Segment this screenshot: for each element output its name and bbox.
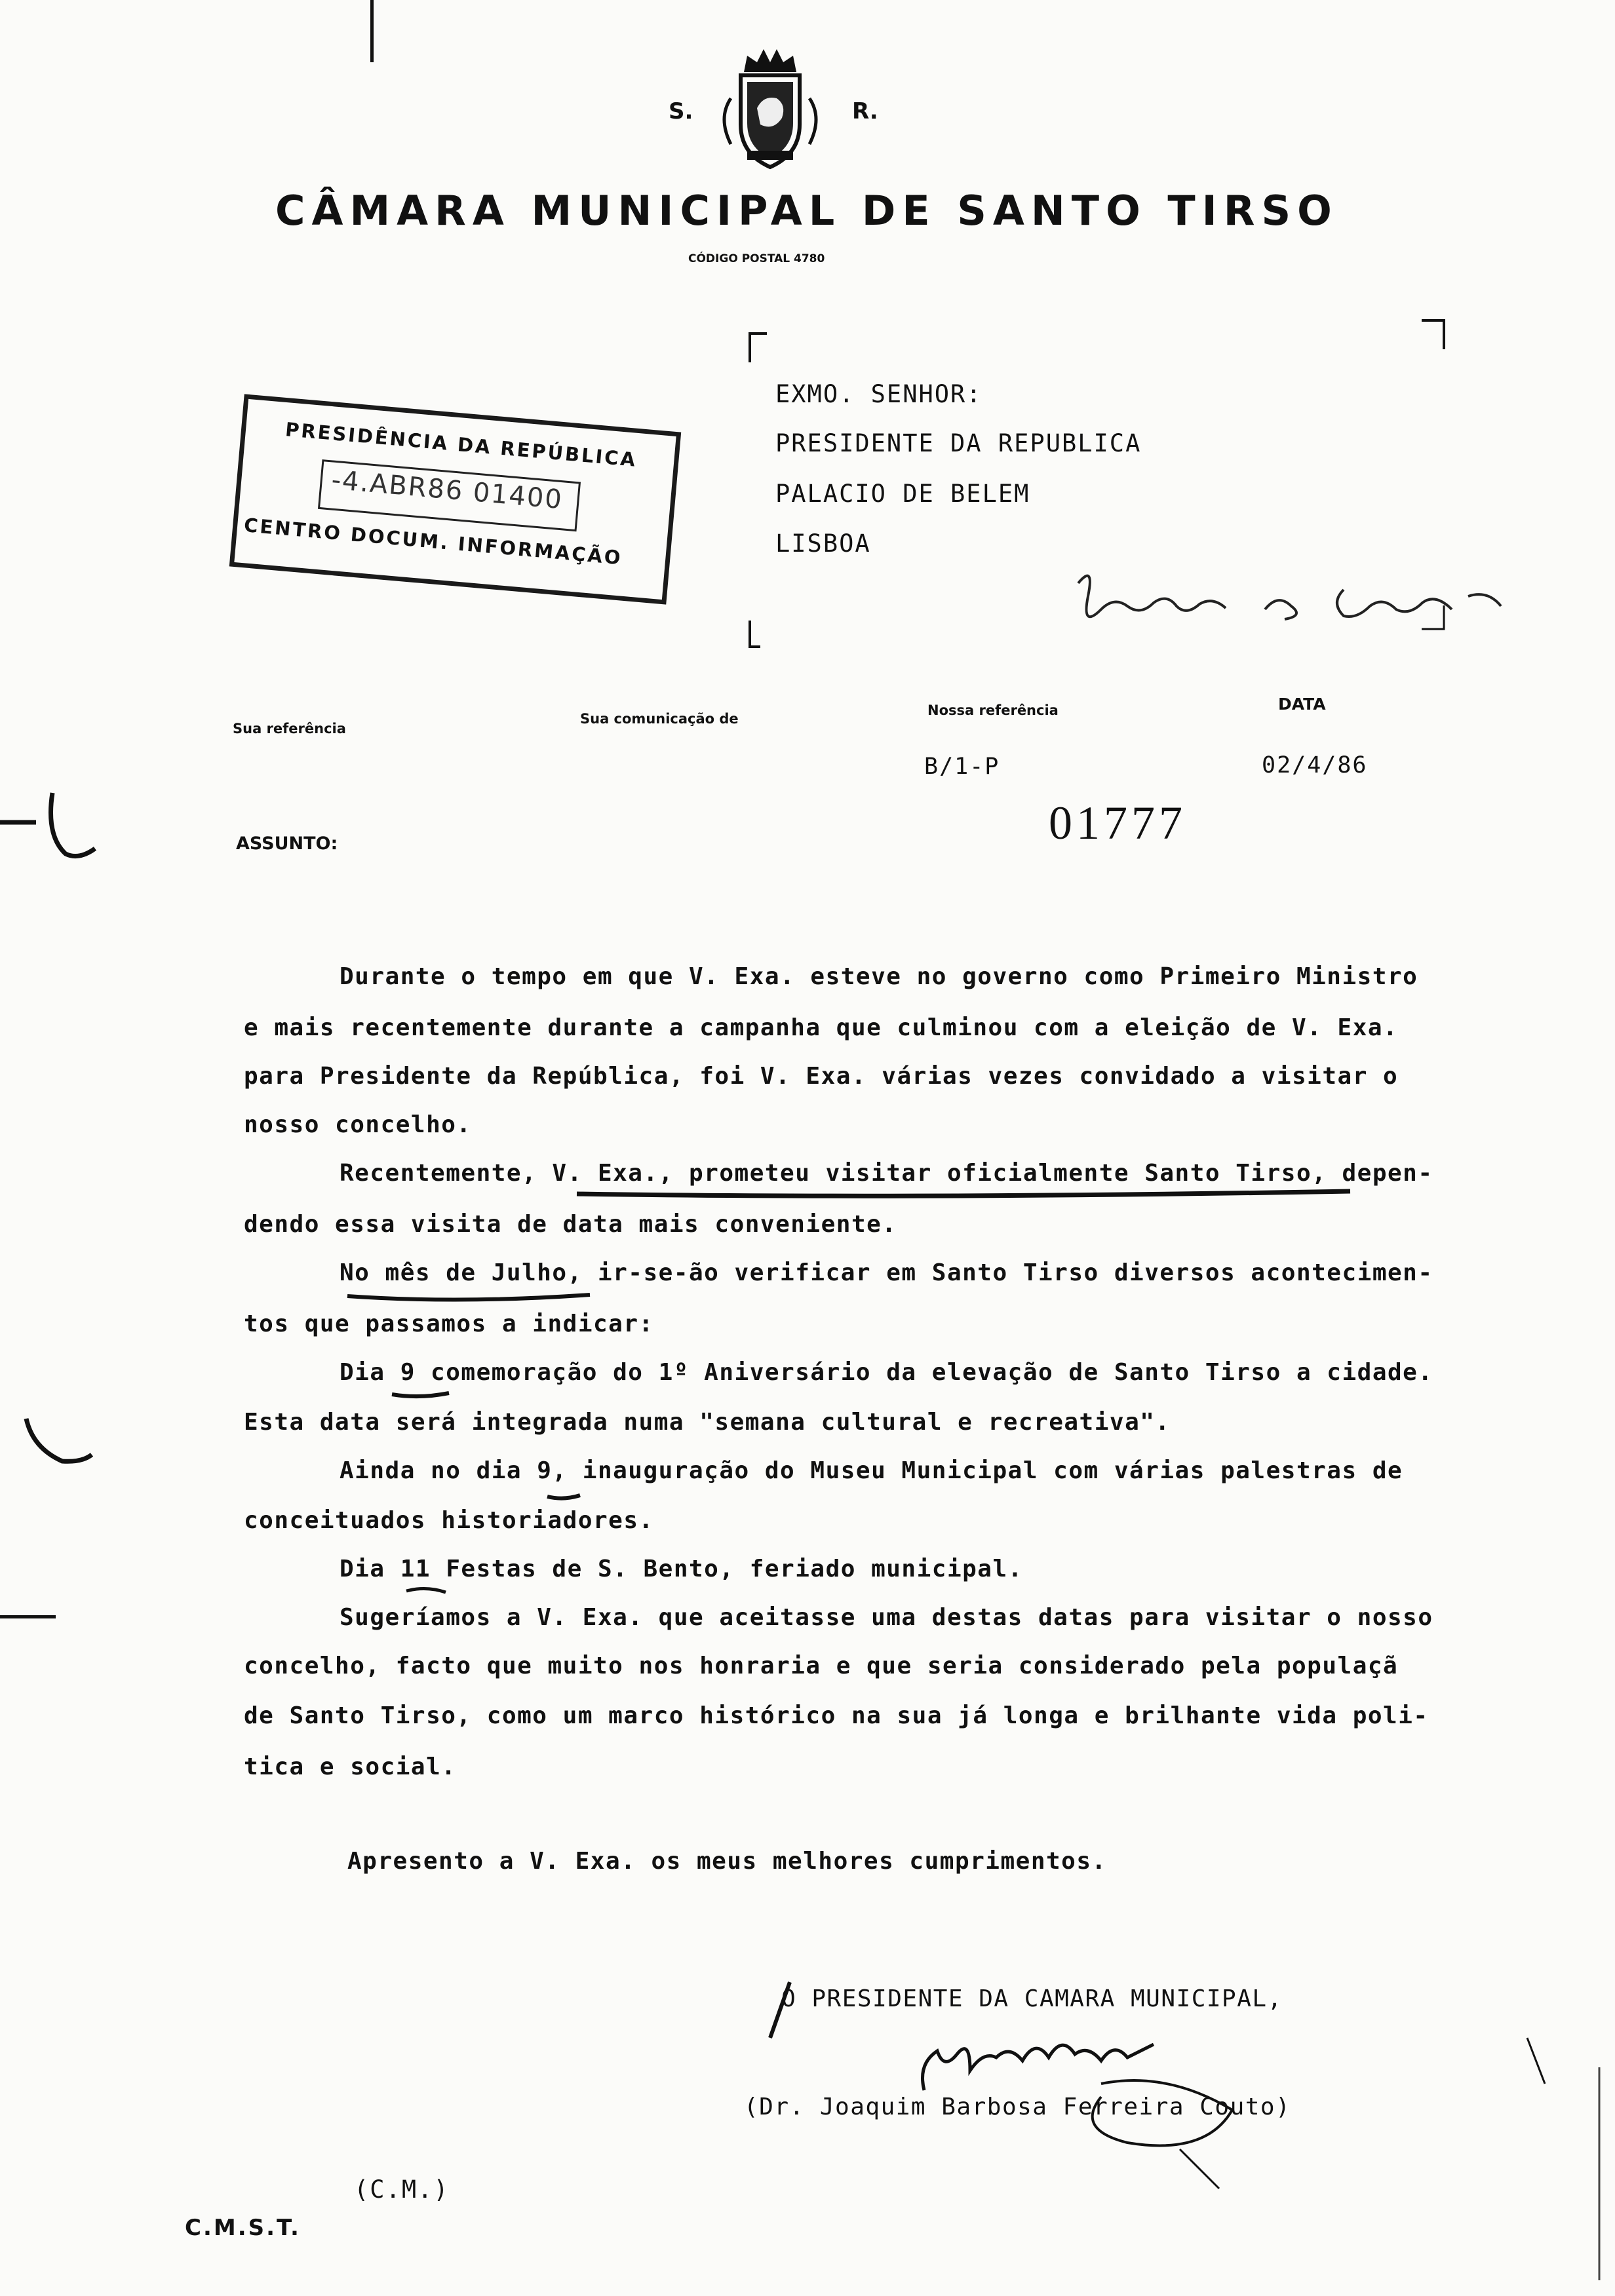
body-line: concelho, facto que muito nos honraria e que seria considerado pela populaçã (244, 1653, 1399, 1679)
body-line: tica e social. (244, 1753, 457, 1780)
nossa-referencia-value: B/1-P (924, 754, 1000, 780)
stamp-entry: -4.ABR86 01400 (330, 465, 564, 516)
letterhead-title: CÂMARA MUNICIPAL DE SANTO TIRSO (275, 187, 1338, 235)
stamp-bottom-text: CENTRO DOCUM. INFORMAÇÃO (243, 514, 623, 569)
assunto-label: ASSUNTO: (236, 833, 338, 854)
body-line: Ainda no dia 9, inauguração do Museu Municipal com várias palestras de (340, 1457, 1403, 1484)
body-line: de Santo Tirso, como um marco histórico na sua já longa e brilhante vida poli- (244, 1702, 1429, 1729)
data-value: 02/4/86 (1262, 752, 1368, 778)
signatory-name: (Dr. Joaquim Barbosa Ferreira Couto) (744, 2094, 1291, 2120)
recipient-line: EXMO. SENHOR: (775, 380, 983, 408)
nossa-referencia-label: Nossa referência (927, 702, 1059, 718)
letterhead-initial-s: S. (669, 98, 693, 124)
postal-code: CÓDIGO POSTAL 4780 (688, 252, 825, 265)
body-line: tos que passamos a indicar: (244, 1311, 654, 1337)
recipient-line: PRESIDENTE DA REPUBLICA (775, 429, 1142, 457)
footer-initials: (C.M.) (354, 2175, 450, 2204)
body-line: Durante o tempo em que V. Exa. esteve no governo como Primeiro Ministro (340, 963, 1418, 990)
recipient-line: PALACIO DE BELEM (775, 480, 1030, 508)
body-line: Dia 11 Festas de S. Bento, feriado municipal. (340, 1556, 1023, 1582)
sua-comunicacao-label: Sua comunicação de (580, 711, 739, 727)
footer-code: C.M.S.T. (185, 2215, 301, 2241)
signature-title: O PRESIDENTE DA CAMARA MUNICIPAL, (781, 1985, 1283, 2012)
body-line: Sugeríamos a V. Exa. que aceitasse uma destas datas para visitar o nosso (340, 1604, 1433, 1631)
body-line: nosso concelho. (244, 1111, 472, 1138)
letterhead-initial-r: R. (852, 98, 878, 124)
body-line: Dia 9 comemoração do 1º Aniversário da elevação de Santo Tirso a cidade. (340, 1359, 1433, 1386)
stamp-top-text: PRESIDÊNCIA DA REPÚBLICA (284, 418, 638, 471)
closing-line: Apresento a V. Exa. os meus melhores cumprimentos. (347, 1848, 1107, 1875)
body-line: Recentemente, V. Exa., prometeu visitar oficialmente Santo Tirso, depen- (340, 1160, 1433, 1187)
data-label: DATA (1278, 695, 1326, 714)
recipient-line: LISBOA (775, 529, 871, 558)
body-line: conceituados historiadores. (244, 1507, 654, 1534)
handwritten-signature (760, 1972, 1331, 2195)
registration-number: 01777 (1049, 797, 1186, 849)
body-line: Esta data será integrada numa "semana cultural e recreativa". (244, 1409, 1171, 1436)
body-line: para Presidente da República, foi V. Exa. várias vezes convidado a visitar o (244, 1063, 1399, 1090)
body-line: dendo essa visita de data mais conveniente. (244, 1211, 897, 1238)
body-line: e mais recentemente durante a campanha que culminou com a eleição de V. Exa. (244, 1014, 1399, 1041)
sua-referencia-label: Sua referência (233, 721, 346, 737)
body-line: No mês de Julho, ir-se-ão verificar em Santo Tirso diversos acontecimen- (340, 1259, 1433, 1286)
